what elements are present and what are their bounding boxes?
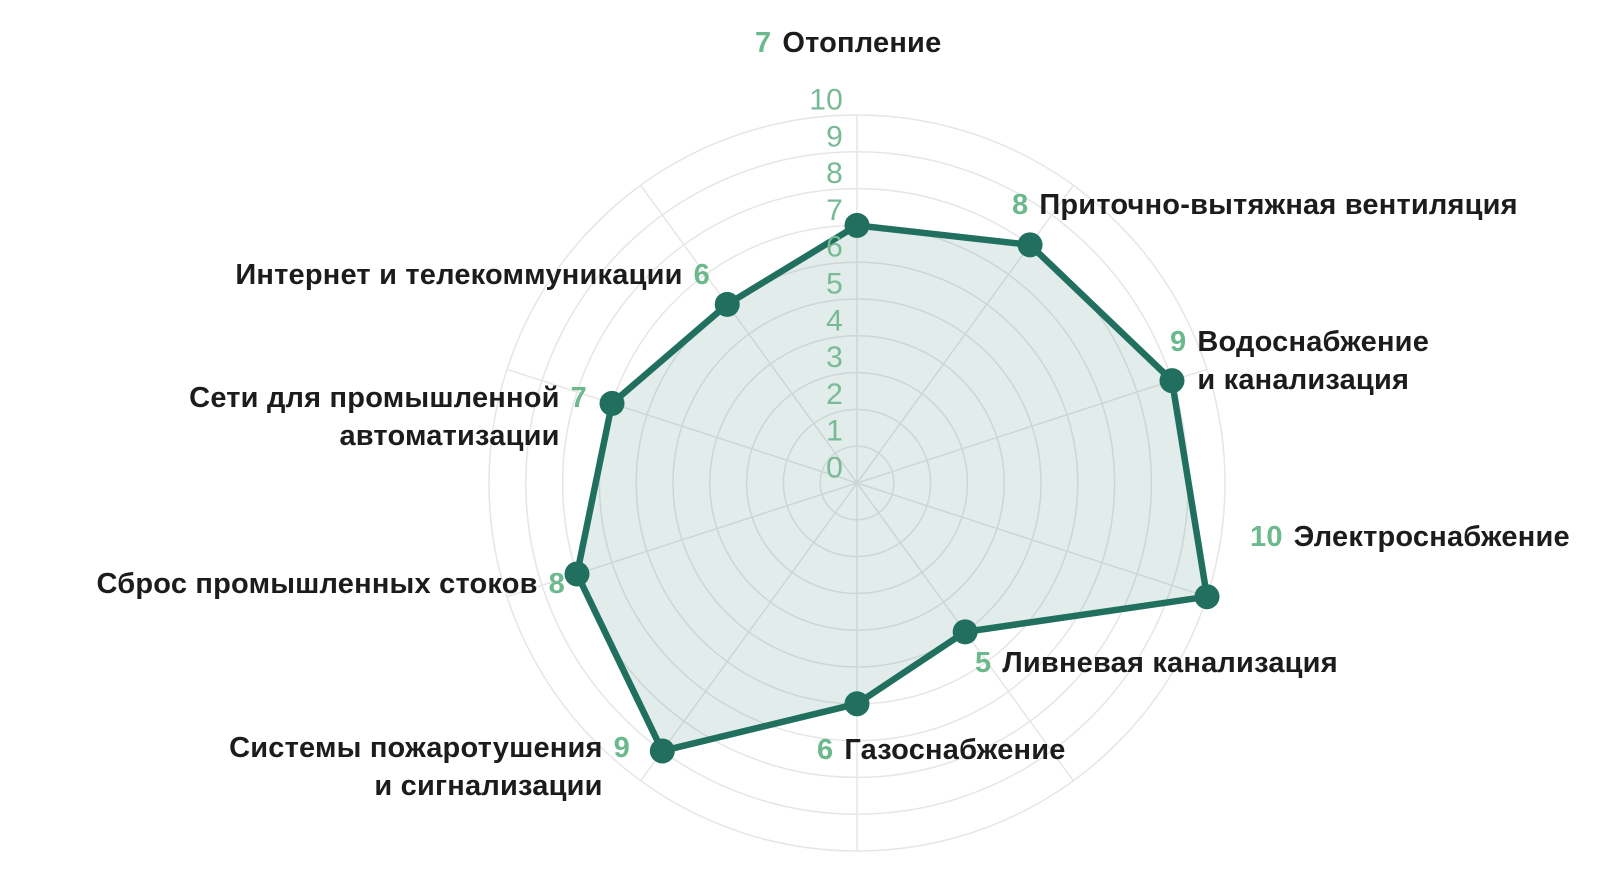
category-value: 8 [548, 568, 565, 600]
category-name: Системы пожаротушения и сигнализации [229, 732, 603, 802]
category-name: Газоснабжение [844, 734, 1066, 766]
category-name: Сброс промышленных стоков [96, 568, 538, 600]
data-point [1018, 232, 1043, 257]
r-axis-tick: 7 [826, 193, 843, 227]
category-name: Водоснабжение и канализация [1197, 326, 1430, 396]
category-name: Сети для промышленной автоматизации [189, 382, 560, 452]
r-axis-tick: 2 [826, 377, 843, 411]
category-value: 8 [1012, 189, 1029, 221]
data-point [1194, 584, 1219, 609]
category-value: 9 [1170, 326, 1187, 358]
data-point [953, 619, 978, 644]
category-value: 6 [693, 259, 710, 291]
r-axis-tick: 9 [826, 120, 843, 154]
category-value: 6 [817, 734, 834, 766]
r-axis-tick: 10 [809, 83, 843, 117]
category-name: Отопление [782, 27, 942, 59]
data-point [600, 391, 625, 416]
category-value: 7 [755, 27, 772, 59]
data-point [650, 738, 675, 763]
r-axis-tick: 8 [826, 157, 843, 191]
category-name: Интернет и телекоммуникации [235, 259, 683, 291]
category-name: Приточно-вытяжная вентиляция [1039, 189, 1518, 221]
r-axis-tick: 0 [826, 451, 843, 485]
data-point [845, 213, 870, 238]
category-name: Электроснабжение [1293, 521, 1570, 553]
category-name: Ливневая канализация [1002, 647, 1338, 679]
data-point [845, 691, 870, 716]
data-point [715, 292, 740, 317]
r-axis-tick: 3 [826, 341, 843, 375]
r-axis-tick: 4 [826, 304, 843, 338]
data-point [565, 561, 590, 586]
category-value: 9 [613, 732, 630, 764]
data-point [1159, 368, 1184, 393]
category-value: 10 [1250, 521, 1283, 553]
r-axis-tick: 5 [826, 267, 843, 301]
category-value: 5 [975, 647, 992, 679]
r-axis-tick: 1 [826, 414, 843, 448]
category-value: 7 [570, 382, 587, 414]
r-axis-tick: 6 [826, 230, 843, 264]
